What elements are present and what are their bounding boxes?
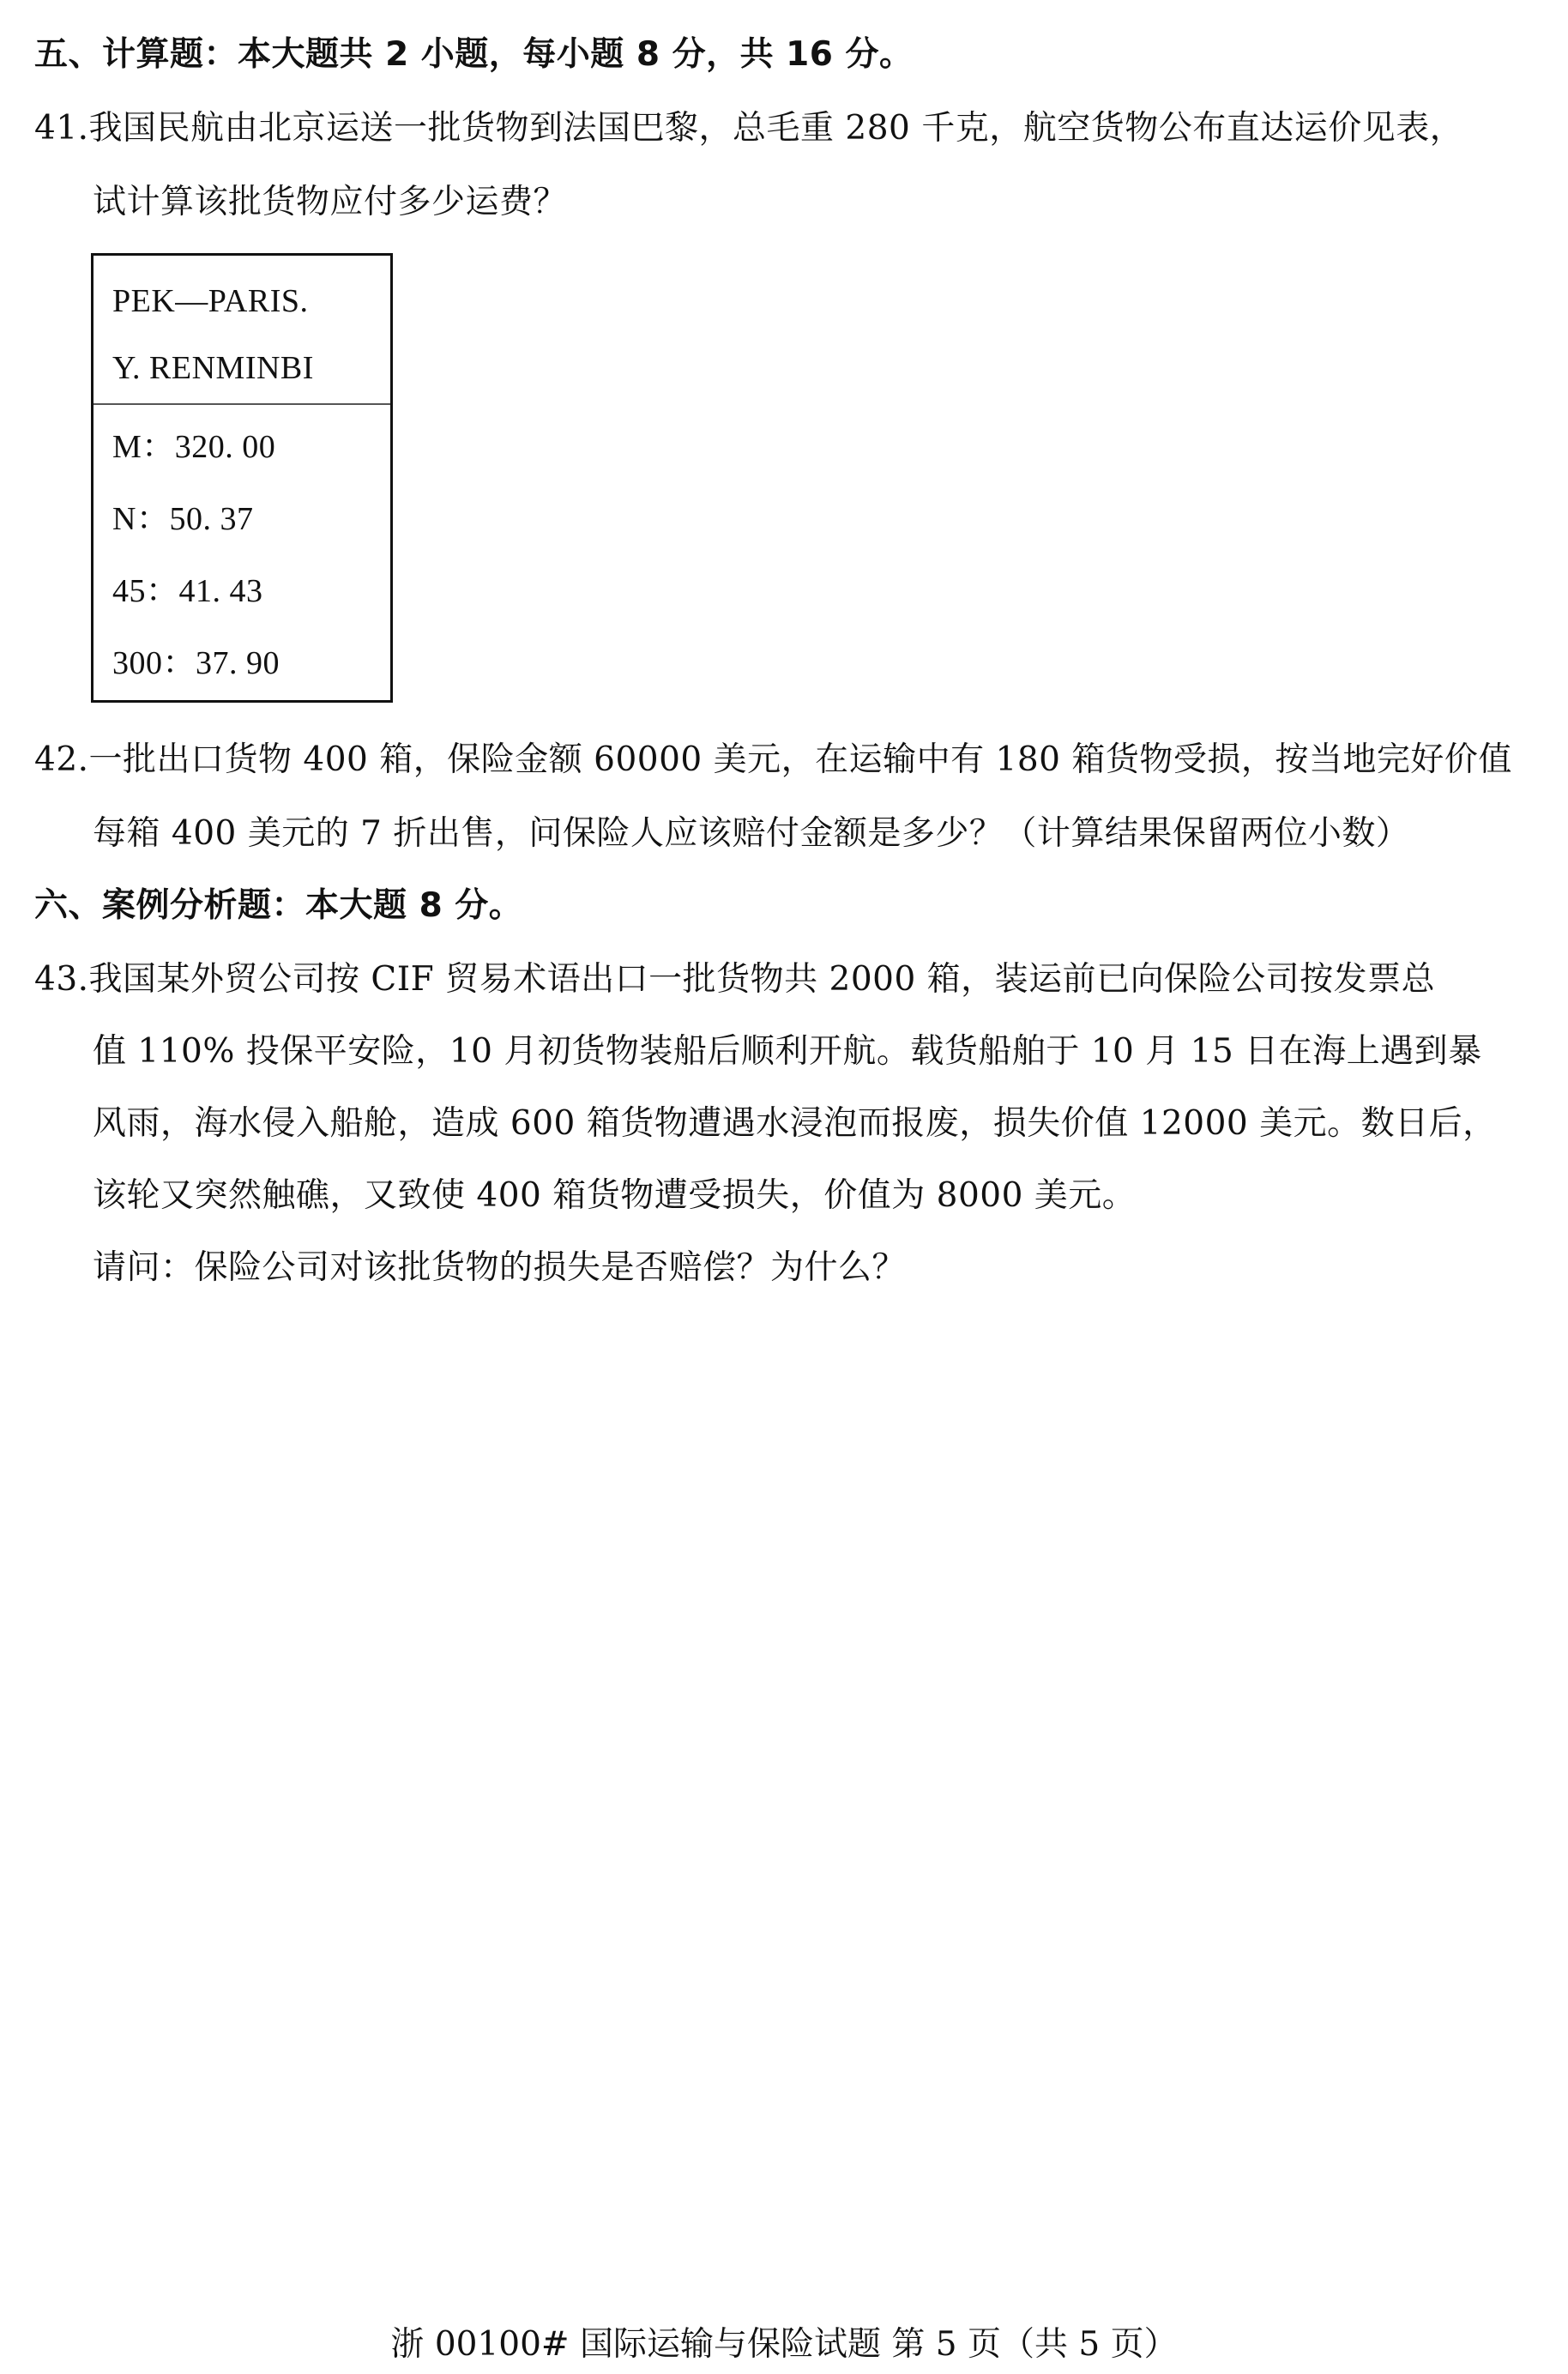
rate-currency: Y. RENMINBI: [112, 350, 314, 386]
question-43-number: 43.: [34, 960, 89, 999]
question-41-number: 41.: [34, 109, 89, 148]
question-41-line-1: [34, 105, 1463, 153]
question-43-line-1: [34, 956, 1435, 1004]
question-43-line-3: 风雨，海水侵入船舱，造成 600 箱货物遭遇水浸泡而报废，损失价值 12000 美元。数日后，: [93, 1104, 1497, 1143]
rate-normal: N：50. 37: [112, 501, 254, 537]
question-43-line-4: 该轮又突然触礁，又致使 400 箱货物遭受损失，价值为 8000 美元。: [93, 1176, 1137, 1215]
rate-table-header: [93, 256, 390, 405]
rate-route: PEK—PARIS.: [112, 283, 309, 319]
section-five-heading: 五、计算题：本大题共 2 小题，每小题 8 分，共 16 分。: [34, 35, 914, 74]
section-six-heading: 六、案例分析题：本大题 8 分。: [34, 886, 523, 925]
rate-minimum: M：320. 00: [112, 429, 276, 465]
question-43-prompt: 请问：保险公司对该批货物的损失是否赔偿？为什么？: [93, 1248, 907, 1287]
rate-45kg: 45：41. 43: [112, 573, 263, 609]
page-footer: 浙 00100# 国际运输与保险试题 第 5 页（共 5 页）: [390, 2325, 1178, 2364]
question-42-line-2: 每箱 400 美元的 7 折出售，问保险人应该赔付金额是多少？（计算结果保留两位小数）: [93, 814, 1410, 853]
air-rate-table: [91, 253, 393, 703]
question-41-line-2: 试计算该批货物应付多少运费？: [93, 183, 568, 221]
question-43-text-1: 我国某外贸公司按 CIF 贸易术语出口一批货物共 2000 箱，装运前已向保险公司按发票总: [88, 960, 1436, 999]
question-42-number: 42.: [34, 740, 89, 779]
question-42-text-1: 一批出口货物 400 箱，保险金额 60000 美元，在运输中有 180 箱货物受损，按当地完好价值: [88, 740, 1512, 779]
question-42-line-1: [34, 736, 1512, 784]
question-43-line-2: 值 110% 投保平安险，10 月初货物装船后顺利开航。载货船舶于 10 月 15 日在海上遇到暴: [93, 1032, 1482, 1071]
rate-300kg: 300：37. 90: [112, 645, 280, 681]
question-41-text-1: 我国民航由北京运送一批货物到法国巴黎，总毛重 280 千克，航空货物公布直达运价见表，: [88, 109, 1464, 148]
